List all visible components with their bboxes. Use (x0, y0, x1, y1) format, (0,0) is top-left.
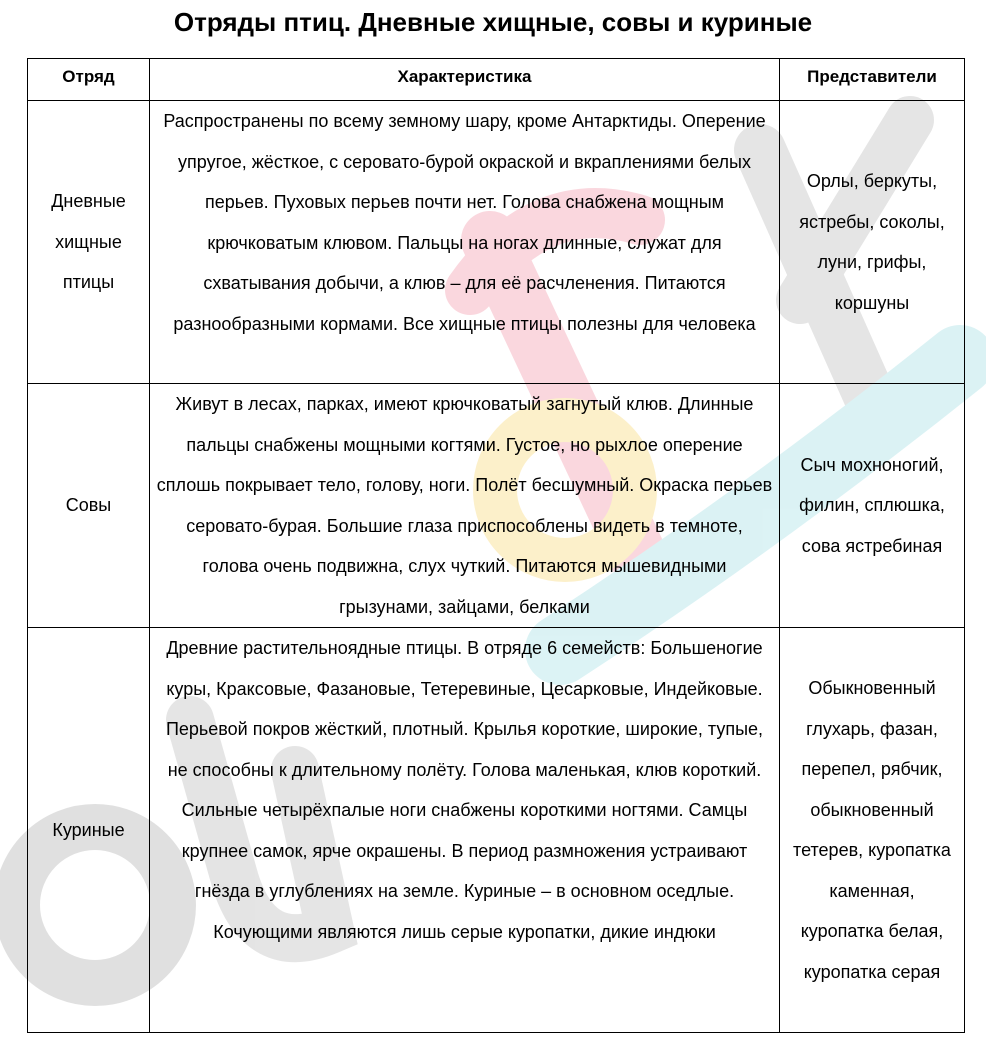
characteristic-cell: Живут в лесах, парках, имеют крючковатый загнутый клюв. Длинные пальцы снабжены мощными когтями. Густое, но рыхлое оперение сплошь покрывает тело, голову, ноги. Полёт бесшумный. Окраска перьев серовато-бурая. Большие глаза приспособлены видеть в темноте, голова очень подвижна, слух чуткий. Питаются мышевидными грызунами, зайцами, белками (150, 384, 780, 628)
header-characteristic: Характеристика (150, 59, 780, 101)
characteristic-cell: Распространены по всему земному шару, кроме Антарктиды. Оперение упругое, жёсткое, с серовато-бурой окраской и вкраплениями белых перьев. Пуховых перьев почти нет. Голова снабжена мощным крючковатым клювом. Пальцы на ногах длинные, служат для схватывания добычи, а клюв – для её расчленения. Питаются разнообразными кормами. Все хищные птицы полезны для человека (150, 101, 780, 384)
order-cell: Куриные (28, 628, 150, 1033)
representatives-cell: Сыч мохноногий, филин, сплюшка, сова ястребиная (780, 384, 965, 628)
table-header-row (28, 59, 965, 101)
header-representatives: Представители (780, 59, 965, 101)
bird-orders-table (27, 58, 965, 1033)
table-row (28, 101, 965, 384)
characteristic-cell: Древние растительноядные птицы. В отряде 6 семейств: Большеногие куры, Краксовые, Фазановые, Тетеревиные, Цесарковые, Индейковые. Перьевой покров жёсткий, плотный. Крылья короткие, широкие, тупые, не способны к длительному полёту. Голова маленькая, клюв короткий. Сильные четырёхпалые ноги снабжены короткими ногтями. Самцы крупнее самок, ярче окрашены. В период размножения устраивают гнёзда в углублениях на земле. Куриные – в основном оседлые. Кочующими являются лишь серые куропатки, дикие индюки (150, 628, 780, 1033)
representatives-cell: Обыкновенный глухарь, фазан, перепел, рябчик, обыкновенный тетерев, куропатка каменная, куропатка белая, куропатка серая (780, 628, 965, 1033)
representatives-cell: Орлы, беркуты, ястребы, соколы, луни, грифы, коршуны (780, 101, 965, 384)
order-cell: Дневные хищные птицы (28, 101, 150, 384)
order-cell: Совы (28, 384, 150, 628)
table-row (28, 384, 965, 628)
table-row (28, 628, 965, 1033)
page-title: Отряды птиц. Дневные хищные, совы и куриные (173, 7, 813, 37)
header-order: Отряд (28, 59, 150, 101)
